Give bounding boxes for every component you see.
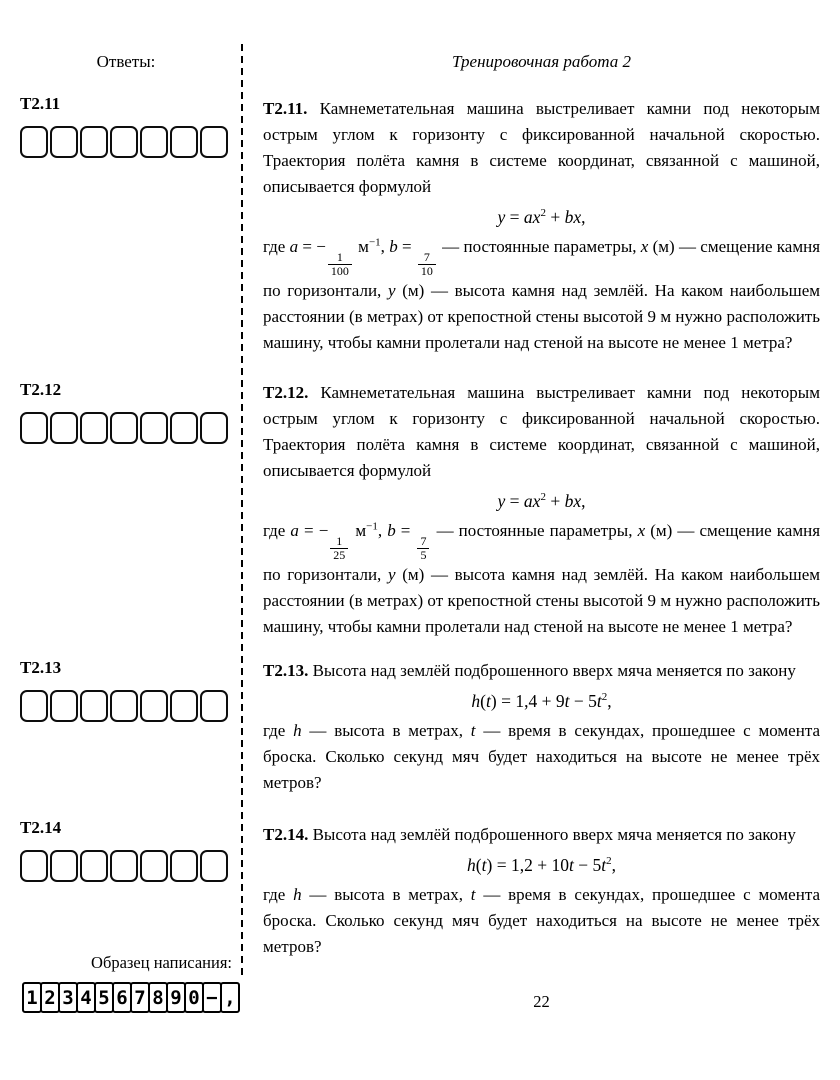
answer-box [20, 126, 48, 158]
fraction: $\frac{7}{5}$ [417, 535, 429, 562]
page-header-title: Тренировочная работа 2 [452, 52, 631, 71]
problem-formula: $y = ax^2$ + bx, [497, 491, 586, 511]
problem-intro-text: Высота над землёй подброшенного вверх мяча меняется по закону [308, 661, 796, 680]
sample-cell: 7 [130, 982, 150, 1013]
column-separator [241, 44, 243, 978]
sample-cell: 0 [184, 982, 204, 1013]
answer-box-row-t2-13 [20, 690, 228, 722]
answer-box [80, 126, 108, 158]
problem-formula: $y = ax^2$ + bx, [497, 207, 586, 227]
sample-cell: 3 [58, 982, 78, 1013]
problem-statement [263, 658, 820, 684]
page-number: 22 [533, 992, 550, 1011]
problem-question-text: где a = − $\frac{1}{100}$ $м^{-1}$, b = $\frac{7}{10}$ — постоянные параметры, x (м) — смещение камня по горизонтали, y (м) — высота камня над землёй. На каком наибольшем расстоянии (в метрах) от крепостной стены высотой 9 м нужно расположить машину, чтобы камни пролетали над стеной на высоте не менее 1 метра? [263, 236, 821, 352]
answer-box [110, 412, 138, 444]
answer-group-label-t2-13: Т2.13 [20, 658, 62, 677]
problem-t2-14 [263, 822, 820, 960]
problem-number: Т2.14. [263, 825, 309, 844]
problem-intro-text: Высота над землёй подброшенного вверх мяча меняется по закону [308, 825, 796, 844]
answer-box [170, 412, 198, 444]
problem-statement [263, 96, 820, 200]
answer-box [140, 850, 168, 882]
answer-box [20, 850, 48, 882]
answer-box [20, 412, 48, 444]
answer-box [170, 690, 198, 722]
answer-box-row-t2-12 [20, 412, 228, 444]
problem-number: Т2.11. [263, 99, 308, 118]
answer-box [50, 412, 78, 444]
answer-box [50, 690, 78, 722]
sample-cell: 9 [166, 982, 186, 1013]
answers-title: Ответы: [96, 52, 156, 71]
sample-writing-label: Образец написания: [91, 953, 232, 972]
fraction: $\frac{1}{100}$ [328, 251, 352, 278]
answer-box [140, 412, 168, 444]
answer-box-row-t2-14 [20, 850, 228, 882]
answer-group-label-t2-11: Т2.11 [20, 94, 61, 113]
problem-question-text: где h — высота в метрах, t — время в секундах, прошедшее с момента броска. Сколько секунд мяч будет находиться на высоте не менее трёх метров? [263, 721, 820, 792]
answer-box [20, 690, 48, 722]
answer-box [200, 690, 228, 722]
problem-statement [263, 822, 820, 848]
answer-box [140, 126, 168, 158]
answer-box [200, 850, 228, 882]
answer-box [80, 690, 108, 722]
answer-box [200, 126, 228, 158]
sample-cell: 8 [148, 982, 168, 1013]
answer-box [140, 690, 168, 722]
sample-cell: 1 [22, 982, 42, 1013]
sample-cell: 2 [40, 982, 60, 1013]
sample-cell: − [202, 982, 222, 1013]
answer-box [50, 126, 78, 158]
answer-box [50, 850, 78, 882]
problem-question-text: где a = − $\frac{1}{25}$ $м^{-1}$, b = $\frac{7}{5}$ — постоянные параметры, x (м) — смещение камня по горизонтали, y (м) — высота камня над землёй. На каком наибольшем расстоянии (в метрах) от крепостной стены высотой 9 м нужно расположить машину, чтобы камни пролетали над стеной на высоте не менее 1 метра? [263, 520, 821, 636]
answer-box [170, 126, 198, 158]
problem-number: Т2.12. [263, 383, 309, 402]
answer-box [80, 412, 108, 444]
problem-formula: $h(t) = 1,2 + 10t - 5t^2$, [467, 855, 616, 875]
sample-cell: , [220, 982, 240, 1013]
problem-intro-text: Камнеметательная машина выстреливает камни под некоторым острым углом к горизонту с фиксированной начальной скоростью. Траектория полёта камня в системе координат, связанной с машиной, описывается формулой [263, 99, 820, 196]
problem-t2-13 [263, 658, 820, 796]
sample-cell: 5 [94, 982, 114, 1013]
answer-group-label-t2-12: Т2.12 [20, 380, 62, 399]
answer-box [110, 126, 138, 158]
content-column [263, 0, 820, 1080]
problem-intro-text: Камнеметательная машина выстреливает камни под некоторым острым углом к горизонту с фиксированной начальной скоростью. Траектория полёта камня в системе координат, связанной с машиной, описывается формулой [263, 383, 820, 480]
answer-box [80, 850, 108, 882]
problem-t2-12 [263, 380, 820, 640]
answer-box-row-t2-11 [20, 126, 228, 158]
answers-column [20, 0, 236, 1080]
problem-statement [263, 380, 820, 484]
fraction: $\frac{7}{10}$ [418, 251, 436, 278]
problem-t2-11 [263, 96, 820, 356]
sample-cell: 6 [112, 982, 132, 1013]
answer-box [110, 850, 138, 882]
fraction: $\frac{1}{25}$ [330, 535, 348, 562]
answer-box [170, 850, 198, 882]
problem-formula: $h(t) = 1,4 + 9t - 5t^2$, [471, 691, 612, 711]
sample-writing-strip [22, 982, 240, 1013]
sample-cell: 4 [76, 982, 96, 1013]
problem-number: Т2.13. [263, 661, 309, 680]
answer-box [200, 412, 228, 444]
answer-box [110, 690, 138, 722]
problem-question-text: где h — высота в метрах, t — время в секундах, прошедшее с момента броска. Сколько секунд мяч будет находиться на высоте не менее трёх метров? [263, 885, 820, 956]
answer-group-label-t2-14: Т2.14 [20, 818, 62, 837]
